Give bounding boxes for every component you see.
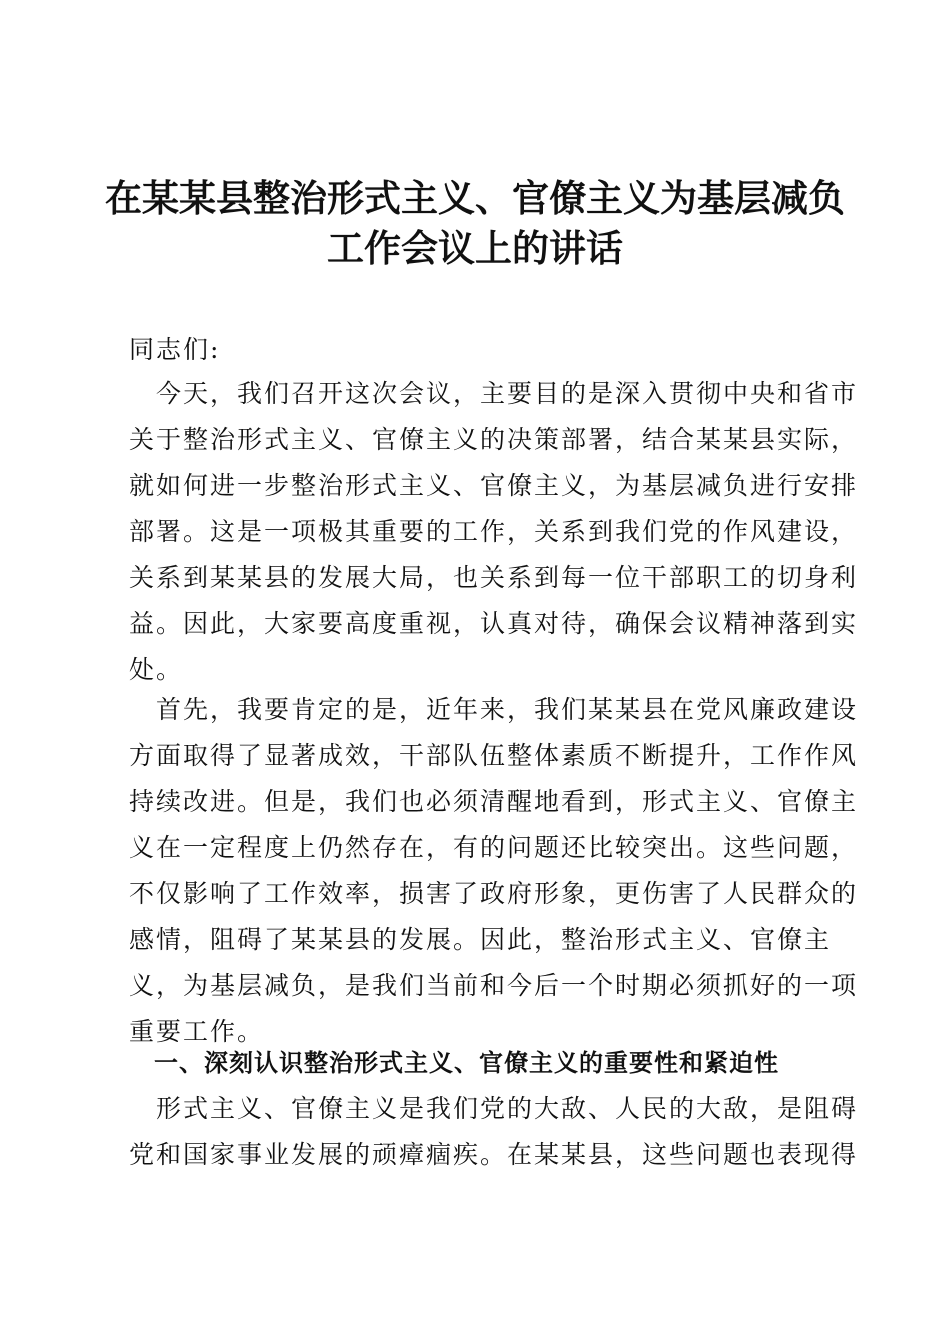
paragraph-line: 处。 <box>129 655 184 684</box>
paragraph-line: 感情，阻碍了某某县的发展。因此，整治形式主义、官僚主 <box>129 925 832 954</box>
paragraph-line: 党和国家事业发展的顽瘴痼疾。在某某县，这些问题也表现得 <box>129 1140 859 1169</box>
paragraph-line: 就如何进一步整治形式主义、官僚主义，为基层减负进行安排 <box>129 471 859 500</box>
paragraph-line: 持续改进。但是，我们也必须清醒地看到，形式主义、官僚主 <box>129 787 859 816</box>
paragraph-line: 关系到某某县的发展大局，也关系到每一位干部职工的切身利 <box>129 563 859 592</box>
salutation-text: 同志们: <box>129 335 221 364</box>
paragraph-line: 不仅影响了工作效率，损害了政府形象，更伤害了人民群众的 <box>129 879 859 908</box>
section-heading-1 <box>129 1040 829 1086</box>
paragraph-line: 部署。这是一项极其重要的工作，关系到我们党的作风建设， <box>129 517 859 546</box>
paragraph-3 <box>129 1086 859 1178</box>
paragraph-line: 形式主义、官僚主义是我们党的大敌、人民的大敌，是阻碍 <box>129 1094 859 1123</box>
salutation <box>129 327 829 373</box>
paragraph-line: 益。因此，大家要高度重视，认真对待，确保会议精神落到实 <box>129 609 859 638</box>
paragraph-line: 义，为基层减负，是我们当前和今后一个时期必须抓好的一项 <box>129 971 859 1000</box>
paragraph-line: 关于整治形式主义、官僚主义的决策部署，结合某某县实际， <box>129 425 859 454</box>
paragraph-1 <box>129 371 859 693</box>
document-title-line-1: 在某某县整治形式主义、官僚主义为基层减负 <box>105 176 845 220</box>
paragraph-line: 首先，我要肯定的是，近年来，我们某某县在党风廉政建设 <box>129 695 859 724</box>
section-heading-text: 一、深刻认识整治形式主义、官僚主义的重要性和紧迫性 <box>129 1049 779 1077</box>
paragraph-line: 今天，我们召开这次会议，主要目的是深入贯彻中央和省市 <box>129 379 859 408</box>
paragraph-line: 方面取得了显著成效，干部队伍整体素质不断提升，工作作风 <box>129 741 859 770</box>
paragraph-line: 重要工作。 <box>129 1017 265 1046</box>
paragraph-2 <box>129 687 859 1055</box>
document-title-line-2: 工作会议上的讲话 <box>327 226 623 270</box>
paragraph-line: 义在一定程度上仍然存在，有的问题还比较突出。这些问题， <box>129 833 859 862</box>
